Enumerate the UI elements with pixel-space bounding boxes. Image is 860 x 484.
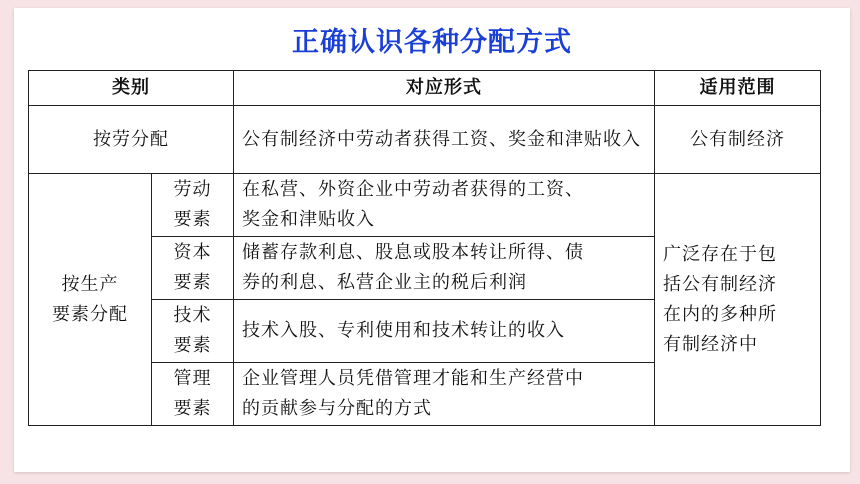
factor-form-line1: 企业管理人员凭借管理才能和生产经营中: [242, 368, 584, 389]
factor-name-line1: 劳动: [173, 179, 212, 200]
factor-category-line1: 按生产: [61, 273, 119, 295]
table-header-row: [29, 71, 821, 106]
header-form: 对应形式: [234, 71, 655, 106]
factor-form-line1: 技术入股、专利使用和技术转让的收入: [242, 320, 565, 341]
factor-name-line1: 管理: [173, 368, 212, 389]
factor-scope-cell: [655, 174, 821, 426]
factor-name-line2: 要素: [173, 209, 212, 230]
factor-name-cell: [152, 300, 234, 363]
factor-form-line1: 储蓄存款利息、股息或股本转让所得、债: [242, 242, 584, 263]
factor-name-cell: [152, 363, 234, 426]
factor-name-cell: [152, 237, 234, 300]
slide: [14, 8, 850, 472]
factor-name-line1: 技术: [173, 305, 212, 326]
header-scope: 适用范围: [655, 71, 821, 106]
factor-name-line1: 资本: [173, 242, 212, 263]
table-row-factor-labor: [29, 174, 821, 237]
factor-name-line2: 要素: [173, 335, 212, 356]
factor-form-line2: 券的利息、私营企业主的税后利润: [242, 272, 527, 293]
header-category: 类别: [29, 71, 234, 106]
factor-name-cell: [152, 174, 234, 237]
labor-scope-cell: 公有制经济: [655, 106, 821, 174]
slide-title: 正确认识各种分配方式: [292, 27, 572, 58]
factor-scope-line1: 广泛存在于包: [663, 243, 777, 265]
factor-category-line2: 要素分配: [52, 303, 128, 325]
factor-form-cell: [234, 174, 655, 237]
factor-form-line2: 的贡献参与分配的方式: [242, 398, 432, 419]
distribution-table: [28, 70, 821, 426]
factor-form-cell: [234, 363, 655, 426]
factor-name-line2: 要素: [173, 398, 212, 419]
factor-form-cell: [234, 237, 655, 300]
factor-scope-line4: 有制经济中: [663, 333, 758, 355]
factor-form-line1: 在私营、外资企业中劳动者获得的工资、: [242, 179, 584, 200]
factor-scope-line2: 括公有制经济: [663, 273, 777, 295]
factor-scope-line3: 在内的多种所: [663, 303, 777, 325]
labor-form-cell: 公有制经济中劳动者获得工资、奖金和津贴收入: [234, 106, 655, 174]
factor-name-line2: 要素: [173, 272, 212, 293]
factor-form-cell: [234, 300, 655, 363]
labor-category-cell: 按劳分配: [29, 106, 234, 174]
factor-form-line2: 奖金和津贴收入: [242, 209, 375, 230]
table-row-labor: [29, 106, 821, 174]
factor-category-cell: [29, 174, 152, 426]
